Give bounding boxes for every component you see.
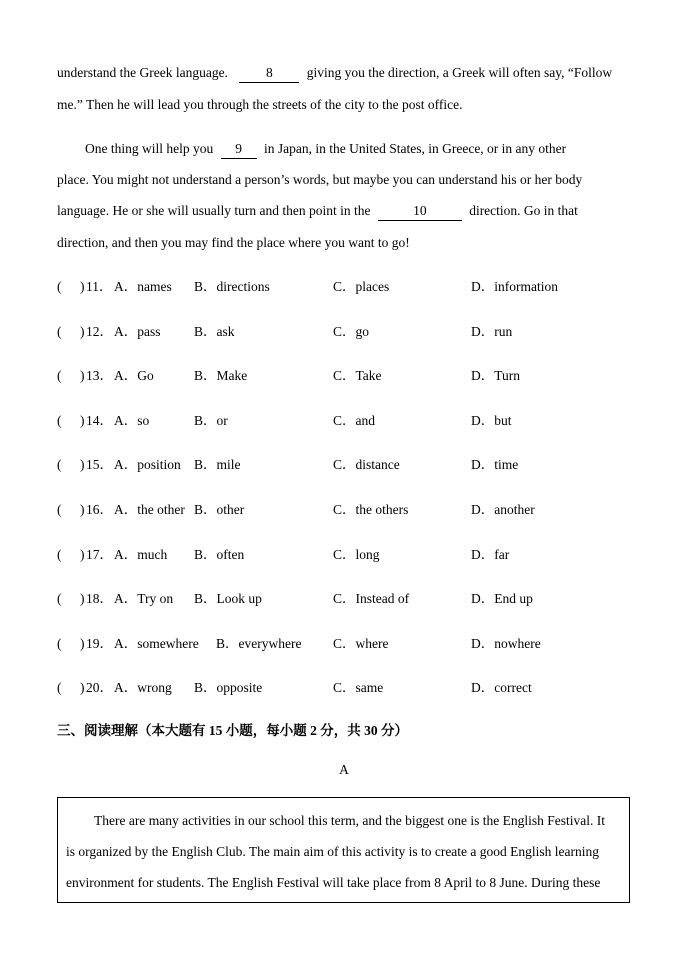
- passage-line: [57, 171, 582, 189]
- option-d: D．another: [471, 502, 535, 517]
- answer-paren-close: ): [80, 636, 85, 651]
- question-number: 12．: [86, 324, 113, 339]
- option-d: D．run: [471, 324, 513, 339]
- option-c: C．long: [333, 547, 380, 562]
- option-c: C．same: [333, 680, 384, 695]
- answer-paren-close: ): [80, 502, 85, 517]
- option-b: B．often: [194, 547, 245, 562]
- option-b: B．Look up: [194, 591, 262, 606]
- answer-paren-close: ): [80, 680, 85, 695]
- option-d: D．nowhere: [471, 636, 541, 651]
- answer-paren-close: ): [80, 324, 85, 339]
- passage-text: understand the Greek language.: [57, 65, 228, 80]
- answer-paren-open[interactable]: (: [57, 279, 62, 294]
- answer-paren-open[interactable]: (: [57, 413, 62, 428]
- option-c: C．distance: [333, 457, 400, 472]
- question-number: 11．: [86, 279, 113, 294]
- option-b: B．Make: [194, 368, 248, 383]
- answer-paren-open[interactable]: (: [57, 680, 62, 695]
- answer-paren-open[interactable]: (: [57, 324, 62, 339]
- passage-text: me.” Then he will lead you through the streets of the city to the post office.: [57, 97, 463, 112]
- reading-passage-box: [57, 797, 630, 903]
- question-number: 16．: [86, 502, 113, 517]
- option-c: C．go: [333, 324, 370, 339]
- option-a: A．much: [114, 547, 168, 562]
- passage-line: [57, 202, 578, 221]
- option-a: A．position: [114, 457, 181, 472]
- passage-line: [57, 96, 463, 114]
- option-b: B．mile: [194, 457, 241, 472]
- question-number: 19．: [86, 636, 113, 651]
- passage-text: place. You might not understand a person’s words, but maybe you can understand his or her body: [57, 172, 583, 187]
- passage-line: There are many activities in our school this term, and the biggest one is the English Festival. It: [94, 813, 606, 828]
- passage-line: [57, 234, 410, 252]
- passage-line: is organized by the English Club. The main aim of this activity is to create a good English learning: [66, 844, 600, 859]
- option-b: B．opposite: [194, 680, 263, 695]
- option-d: D．End up: [471, 591, 533, 606]
- option-c: C．places: [333, 279, 390, 294]
- blank-9: 9: [221, 140, 257, 159]
- passage-line: [57, 64, 612, 83]
- answer-paren-open[interactable]: (: [57, 636, 62, 651]
- question-number: 13．: [86, 368, 113, 383]
- option-b: B．ask: [194, 324, 235, 339]
- question-number: 18．: [86, 591, 113, 606]
- option-c: C．where: [333, 636, 389, 651]
- answer-paren-close: ): [80, 457, 85, 472]
- question-number: 14．: [86, 413, 113, 428]
- option-b: B．other: [194, 502, 245, 517]
- option-a: A．somewhere: [114, 636, 199, 651]
- option-d: D．far: [471, 547, 510, 562]
- option-d: D．Turn: [471, 368, 521, 383]
- answer-paren-close: ): [80, 279, 85, 294]
- section-heading: 三、阅读理解（本大题有 15 小题，每小题 2 分，共 30 分）: [57, 723, 408, 738]
- question-number: 20．: [86, 680, 113, 695]
- passage-text: One thing will help you: [85, 141, 214, 156]
- option-a: A．names: [114, 279, 172, 294]
- option-d: D．information: [471, 279, 558, 294]
- option-a: A．Go: [114, 368, 154, 383]
- question-number: 17．: [86, 547, 113, 562]
- answer-paren-close: ): [80, 547, 85, 562]
- passage-text: language. He or she will usually turn and then point in the: [57, 203, 371, 218]
- option-c: C．and: [333, 413, 375, 428]
- passage-line: [85, 140, 566, 159]
- passage-text: in Japan, in the United States, in Greece, or in any other: [264, 141, 567, 156]
- answer-paren-open[interactable]: (: [57, 591, 62, 606]
- option-a: A．so: [114, 413, 150, 428]
- option-a: A．wrong: [114, 680, 172, 695]
- answer-paren-close: ): [80, 591, 85, 606]
- option-c: C．Take: [333, 368, 382, 383]
- passage-letter: A: [339, 762, 349, 777]
- answer-paren-close: ): [80, 368, 85, 383]
- option-a: A．the other: [114, 502, 185, 517]
- option-c: C．the others: [333, 502, 409, 517]
- answer-paren-open[interactable]: (: [57, 502, 62, 517]
- option-c: C．Instead of: [333, 591, 410, 606]
- option-a: A．pass: [114, 324, 161, 339]
- answer-paren-open[interactable]: (: [57, 547, 62, 562]
- option-b: B．everywhere: [216, 636, 302, 651]
- option-b: B．or: [194, 413, 228, 428]
- answer-paren-open[interactable]: (: [57, 368, 62, 383]
- option-d: D．but: [471, 413, 512, 428]
- passage-text: direction, and then you may find the place where you want to go!: [57, 235, 410, 250]
- option-d: D．correct: [471, 680, 532, 695]
- question-number: 15．: [86, 457, 113, 472]
- answer-paren-open[interactable]: (: [57, 457, 62, 472]
- blank-8: 8: [239, 64, 299, 83]
- blank-10: 10: [378, 202, 462, 221]
- option-d: D．time: [471, 457, 519, 472]
- passage-text: giving you the direction, a Greek will often say, “Follow: [306, 65, 613, 80]
- option-b: B．directions: [194, 279, 270, 294]
- passage-text: direction. Go in that: [469, 203, 578, 218]
- passage-line: environment for students. The English Festival will take place from 8 April to 8 June. During these: [66, 875, 601, 890]
- option-a: A．Try on: [114, 591, 174, 606]
- answer-paren-close: ): [80, 413, 85, 428]
